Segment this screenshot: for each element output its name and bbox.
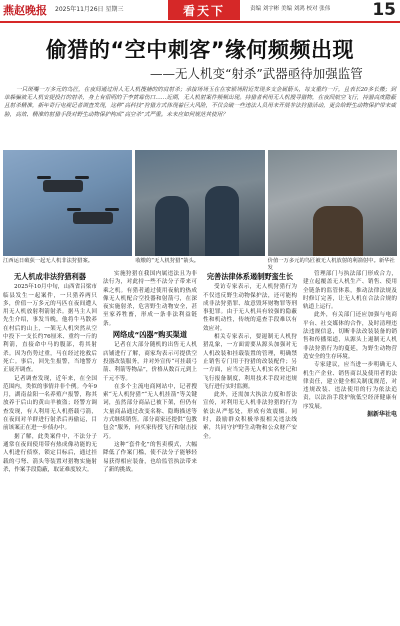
column-2 [103, 270, 197, 622]
column-3 [203, 270, 297, 622]
photo-caption: 江西运日破获一起无人机非法狩猎案。 [3, 258, 94, 264]
paragraph: 记者在大部分随机的出售无人机店铺进行了解，商家均表示可提供空投器改装服务，并对外宣传“可挂载弓箭、利箭等物品”，价格从数百元到上千元不等。 [103, 342, 197, 382]
article-body [3, 270, 397, 622]
masthead: 燕赵晚报 [3, 4, 47, 17]
article-subhead: ——无人机变“射杀”武器亟待加强监管 [150, 66, 363, 81]
paragraph: 专家建议，应当进一步明确无人机生产企业、销售商以及使用者的法律责任，建立健全相关制度规范，对违规改装、违法使用的行为依法追责，以法治手段护航低空经济健康有序发展。 [303, 362, 397, 410]
byline: 据新华社电 [366, 411, 397, 419]
column-4 [303, 270, 397, 622]
photo-caption: 价值一万多元的鸟匠被无人机放射的利箭射中。新华社发 [267, 258, 395, 271]
column-heading: 网络成“凶器”购买渠道 [112, 330, 188, 340]
paragraph: 2025年10月中旬，山西省吕梁市临县发生一起案件，一只猎养两只多，价值一万多元的马匹在夜间遭人用无人机放射利箭射杀。据马主人回先生介绍，事发当晚，他将牛马散养在村后的山上，一架无人机突然从空中投下一支长约76厘米、重约一斤的利箭，直接命中马的腹部，将其射杀。因为伤势过重，马在经过抢救后死亡。事后，回先生报警，当地警方正展开调查。 [3, 284, 97, 374]
paragraph: 相关专家表示，要遏制无人机狩猎乱象，一方面需要从源头加强对无人机改装和挂载装置的管理，明确禁止销售专门用于狩猎的改装配件；另一方面，应当完善无人机实名登记和飞行报备制度，利用技术手段对违规飞行进行实时监测。 [203, 334, 297, 390]
page-number: 15 [372, 0, 396, 20]
paragraph: 受访专家表示，无人机狩猎行为不仅违反野生动物保护法，还可能构成非法狩猎罪、故意毁坏财物罪等刑事犯罪。由于无人机具有较强的隐蔽性和机动性，传统的巡查手段难以有效应对。 [203, 284, 297, 332]
article-lead: 一只斑嘴一万多元的鸟匠，在夜间通过用人无人机搜捕的的肩射杀；承接场场玉在在家锁场附近发现多支金属箭头，每支重约一斤，且表长20多长搬；到单躲骗被无人机安提投打的射杀，身上有很明的于李黄霉伤口……近期，无人机射案件频频出现。持猎者利用无人机搜寻猎物，在夜间航空飞行，持猎高度隐蔽且射杀精准，新年奇行电视记者调查发现，这种“高科技”狩猎方式体现着巨大风险，不仅会破一些违法人员用来开展非法狩猎活动，更会给野生动物保护带来威胁，高效、精准的射猎手段对野生动物保护构成“高空杀”式严重。未来应如何规范其使用？ [4, 87, 396, 118]
paragraph: 在多个主流电商网站中，记者搜索“无人机狩猎”“无人机挂箭”等关键词，虽然部分商品已被下架，但仍有大量商品通过改变名称、隐晦描述等方式继续销售。部分商家还提供“包教包会”服务，向买家传授飞行和射击技巧。 [103, 383, 197, 440]
column-1 [3, 270, 97, 622]
column-heading: 无人机成非法狩猎利器 [14, 272, 86, 281]
paragraph: 管理部门与执法部门形成合力，建立起覆盖无人机生产、销售、使用全链条的监管体系，推动法律法规及时修订完善，让无人机在合法合规的轨道上运行。 [303, 271, 397, 311]
drone-icon [73, 212, 113, 224]
paragraph: 实施狩猎在我国内属违法且为非法行为，对此持一些不法分子带来可乘之机。有猎者通过使用夜航的热成像无人机配合空投器和射箭弓，在深夜实施射杀，危害野生动物安全，甚至家养牲畜，形成一条非法利益链条。 [103, 271, 197, 327]
photo-arrowheads [135, 150, 264, 256]
horse-figure [313, 206, 363, 256]
photo-strip [3, 150, 397, 256]
article-headline: 偷猎的“空中刺客”缘何频频出现 [45, 38, 355, 62]
photo-horse [268, 150, 397, 256]
dateline: 2025年11月26日 星期三 [55, 6, 124, 13]
photo-drone-case [3, 150, 132, 256]
paragraph: 据了解，此类案件中，不法分子通常在夜间使用带有热成像功能的无人机进行侦察，锁定目标后，通过挂载的弓弩、箭头等装置对猎物实施射杀，作案手段隐蔽，取证难度较大。 [3, 433, 97, 473]
paragraph: 这种“套件化”的售卖模式，大幅降低了作案门槛，使不法分子能够轻易获得相应装备，也给监管执法带来了新的挑战。 [103, 441, 197, 473]
column-heading: 完善法律体系遏制野蛮生长 [206, 272, 294, 281]
section-title: 看天下 [168, 0, 240, 20]
drone-icon [43, 180, 83, 192]
paragraph: 此外，有关部门还应加强与电商平台、社交媒体的合作，及时清理违法违规信息，切断非法改装装备的销售和传播渠道，从源头上遏制无人机非法狩猎行为的蔓延，为野生动物营造安全的生存环境。 [303, 312, 397, 360]
page-header [0, 0, 400, 22]
person-figure [205, 186, 239, 256]
person-figure [155, 196, 189, 256]
editor-credits: 责编 刘宇彬 美编 刘鸿 校对 张伟 [250, 6, 331, 12]
paragraph: 记者调查发现，近年来，在全国范围内，类似的事情并非个例。今年9月，湖南益阳一名养殖户报警，称其放养于后山的黄山羊被盗；经警方调查发现，有人利用无人机搭载弓箭，在夜间对羊群进行射杀后再偷运，目前该案正在进一步侦办中。 [3, 375, 97, 432]
header-rule [0, 21, 400, 23]
paragraph: 此外，还需加大执法力度和普法宣传，对利用无人机非法狩猎的行为依法从严惩处，形成有效震慑。同时，鼓励群众积极举报相关违法线索，共同守护野生动物和公众财产安全。 [203, 392, 297, 440]
photo-caption: 收缴的“无人机狩猎”箭头。 [135, 258, 200, 264]
